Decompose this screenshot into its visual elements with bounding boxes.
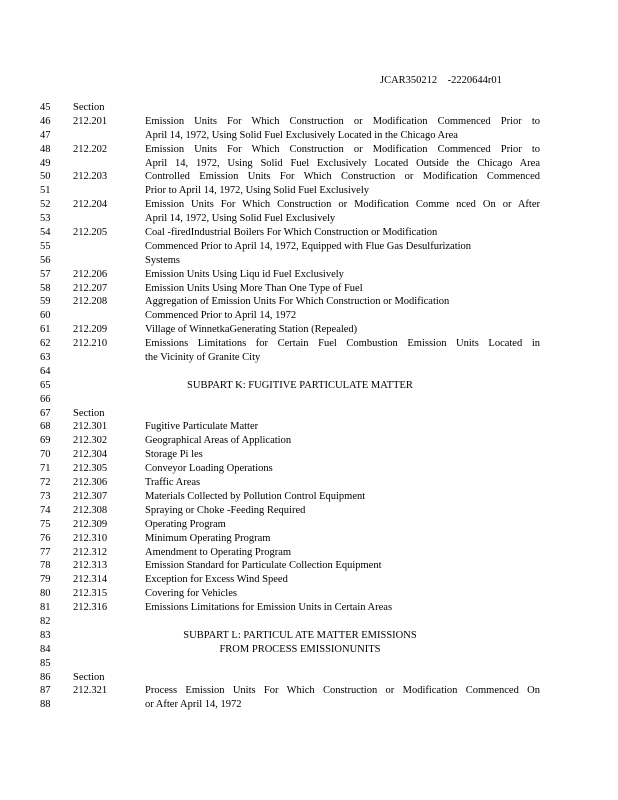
- section-title: Spraying or Choke -Feeding Required: [145, 504, 306, 516]
- line-number: 78: [40, 560, 51, 572]
- section-number: 212.208: [73, 296, 108, 308]
- line-number: 49: [40, 157, 51, 169]
- section-title: Prior to April 14, 1972, Using Solid Fuel Exclusively: [145, 185, 370, 197]
- section-title: Controlled Emission Units For Which Construction or Modification Commenced: [145, 171, 540, 183]
- section-number: 212.207: [73, 282, 108, 294]
- section-title: Minimum Operating Program: [145, 532, 271, 544]
- section-number: 212.309: [73, 518, 108, 530]
- line-number: 73: [40, 490, 51, 502]
- document-line: [0, 393, 618, 407]
- section-title: Emission Units For Which Construction or Modification Comme nced On or After: [145, 199, 540, 211]
- document-line: [0, 129, 618, 143]
- section-title: April 14, 1972, Using Solid Fuel Exclusively Located in the Chicago Area: [145, 129, 458, 141]
- line-number: 56: [40, 254, 51, 266]
- section-title: Emission Units Using More Than One Type of Fuel: [145, 282, 363, 294]
- line-number: 87: [40, 685, 51, 697]
- document-line: [0, 254, 618, 268]
- section-title: Emissions Limitations for Certain Fuel Combustion Emission Units Located in: [145, 338, 540, 350]
- section-title: Exception for Excess Wind Speed: [145, 574, 288, 586]
- section-title: Commenced Prior to April 14, 1972, Equipped with Flue Gas Desulfurization: [145, 240, 472, 252]
- document-line: [0, 684, 618, 698]
- section-number: Section: [73, 407, 105, 419]
- section-number: 212.204: [73, 199, 108, 211]
- line-number: 64: [40, 365, 51, 377]
- section-number: 212.312: [73, 546, 108, 558]
- section-title: Amendment to Operating Program: [145, 546, 292, 558]
- document-line: [0, 226, 618, 240]
- section-number: 212.206: [73, 268, 108, 280]
- document-line: [0, 337, 618, 351]
- section-number: 212.305: [73, 463, 108, 475]
- section-number: 212.315: [73, 588, 108, 600]
- document-line: [0, 462, 618, 476]
- document-line: [0, 295, 618, 309]
- line-number: 84: [40, 643, 51, 655]
- document-line: [0, 601, 618, 615]
- section-number: 212.205: [73, 227, 108, 239]
- section-number: Section: [73, 671, 105, 683]
- section-number: 212.201: [73, 115, 108, 127]
- document-line: [0, 615, 618, 629]
- line-number: 72: [40, 477, 51, 489]
- section-number: 212.310: [73, 532, 108, 544]
- section-number: 212.313: [73, 560, 108, 572]
- section-title: Geographical Areas of Application: [145, 435, 292, 447]
- subpart-heading-line: [0, 643, 618, 657]
- document-line: [0, 573, 618, 587]
- document-line: [0, 198, 618, 212]
- section-number: 212.304: [73, 449, 108, 461]
- document-line: [0, 518, 618, 532]
- section-number: Section: [73, 102, 105, 113]
- section-title: Emission Standard for Particulate Collection Equipment: [145, 560, 382, 572]
- section-number: 212.316: [73, 602, 108, 614]
- section-number: 212.202: [73, 143, 108, 155]
- section-title: Systems: [145, 254, 181, 266]
- section-title: Village of WinnetkaGenerating Station (Repealed): [145, 324, 358, 336]
- section-title: Coal -firedIndustrial Boilers For Which Construction or Modification: [145, 227, 438, 239]
- line-number: 55: [40, 240, 51, 252]
- document-line: [0, 157, 618, 171]
- document-line: [0, 420, 618, 434]
- document-line: [0, 698, 618, 712]
- line-number: 67: [40, 407, 51, 419]
- subpart-title: FROM PROCESS EMISSIONUNITS: [219, 643, 381, 655]
- line-number: 80: [40, 588, 51, 600]
- section-title: Commenced Prior to April 14, 1972: [145, 310, 297, 322]
- document-line: [0, 559, 618, 573]
- line-number: 48: [40, 143, 51, 155]
- subpart-heading-line: [0, 629, 618, 643]
- section-title: Fugitive Particulate Matter: [145, 421, 259, 433]
- line-number: 51: [40, 185, 51, 197]
- line-number: 57: [40, 268, 51, 280]
- line-number: 74: [40, 504, 51, 516]
- section-number: 212.209: [73, 324, 108, 336]
- line-number: 61: [40, 324, 51, 336]
- line-number: 75: [40, 518, 51, 530]
- line-number: 85: [40, 657, 51, 669]
- section-title: the Vicinity of Granite City: [145, 352, 261, 364]
- line-number: 66: [40, 393, 51, 405]
- line-number: 59: [40, 296, 51, 308]
- section-title: Process Emission Units For Which Construction or Modification Commenced On: [145, 685, 540, 697]
- document-line: [0, 101, 618, 115]
- section-number: 212.301: [73, 421, 108, 433]
- document-line: [0, 490, 618, 504]
- section-title: or After April 14, 1972: [145, 699, 242, 711]
- document-line: [0, 407, 618, 421]
- document-line: [0, 671, 618, 685]
- section-number: 212.314: [73, 574, 108, 586]
- line-number: 77: [40, 546, 51, 558]
- line-number: 47: [40, 129, 51, 141]
- line-number: 63: [40, 352, 51, 364]
- document-line: [0, 282, 618, 296]
- subpart-heading-line: [0, 379, 618, 393]
- section-title: Emissions Limitations for Emission Units in Certain Areas: [145, 602, 393, 614]
- line-number: 65: [40, 379, 51, 391]
- line-number: 69: [40, 435, 51, 447]
- document-line: [0, 657, 618, 671]
- section-title: Conveyor Loading Operations: [145, 463, 273, 475]
- line-number: 68: [40, 421, 51, 433]
- section-number: 212.321: [73, 685, 108, 697]
- line-number: 62: [40, 338, 51, 350]
- document-line: [0, 546, 618, 560]
- line-number: 53: [40, 213, 51, 225]
- section-title: April 14, 1972, Using Solid Fuel Exclusively Located Outside the Chicago Area: [145, 157, 540, 169]
- section-number: 212.210: [73, 338, 108, 350]
- document-line: [0, 448, 618, 462]
- line-number: 82: [40, 615, 51, 627]
- section-number: 212.307: [73, 490, 108, 502]
- document-line: [0, 212, 618, 226]
- line-number: 79: [40, 574, 51, 586]
- line-numbered-content: [0, 101, 618, 712]
- document-line: [0, 532, 618, 546]
- line-number: 45: [40, 102, 51, 113]
- section-title: Traffic Areas: [145, 477, 201, 489]
- line-number: 71: [40, 463, 51, 475]
- section-number: 212.203: [73, 171, 108, 183]
- line-number: 70: [40, 449, 51, 461]
- document-line: [0, 309, 618, 323]
- section-number: 212.302: [73, 435, 108, 447]
- document-line: [0, 170, 618, 184]
- section-title: Operating Program: [145, 518, 226, 530]
- line-number: 54: [40, 227, 51, 239]
- document-line: [0, 184, 618, 198]
- section-title: Emission Units For Which Construction or Modification Commenced Prior to: [145, 143, 540, 155]
- document-line: [0, 351, 618, 365]
- line-number: 50: [40, 171, 51, 183]
- line-number: 60: [40, 310, 51, 322]
- document-line: [0, 476, 618, 490]
- section-number: 212.308: [73, 504, 108, 516]
- section-title: Storage Pi les: [145, 449, 203, 461]
- document-line: [0, 323, 618, 337]
- document-line: [0, 240, 618, 254]
- line-number: 88: [40, 699, 51, 711]
- document-line: [0, 268, 618, 282]
- document-line: [0, 504, 618, 518]
- line-number: 46: [40, 115, 51, 127]
- subpart-title: SUBPART L: PARTICUL ATE MATTER EMISSIONS: [183, 629, 417, 641]
- line-number: 52: [40, 199, 51, 211]
- section-title: Emission Units Using Liqu id Fuel Exclusively: [145, 268, 344, 280]
- document-line: [0, 143, 618, 157]
- document-line: [0, 365, 618, 379]
- section-title: Aggregation of Emission Units For Which Construction or Modification: [145, 296, 450, 308]
- line-number: 58: [40, 282, 51, 294]
- line-number: 76: [40, 532, 51, 544]
- document-line: [0, 434, 618, 448]
- document-line: [0, 587, 618, 601]
- document-header-code: JCAR350212 -2220644r01: [380, 75, 502, 86]
- section-title: Materials Collected by Pollution Control Equipment: [145, 490, 366, 502]
- document-line: [0, 115, 618, 129]
- section-number: 212.306: [73, 477, 108, 489]
- subpart-title: SUBPART K: FUGITIVE PARTICULATE MATTER: [187, 379, 413, 391]
- line-number: 83: [40, 629, 51, 641]
- line-number: 86: [40, 671, 51, 683]
- section-title: Emission Units For Which Construction or Modification Commenced Prior to: [145, 115, 540, 127]
- section-title: April 14, 1972, Using Solid Fuel Exclusively: [145, 213, 336, 225]
- line-number: 81: [40, 602, 51, 614]
- section-title: Covering for Vehicles: [145, 588, 237, 600]
